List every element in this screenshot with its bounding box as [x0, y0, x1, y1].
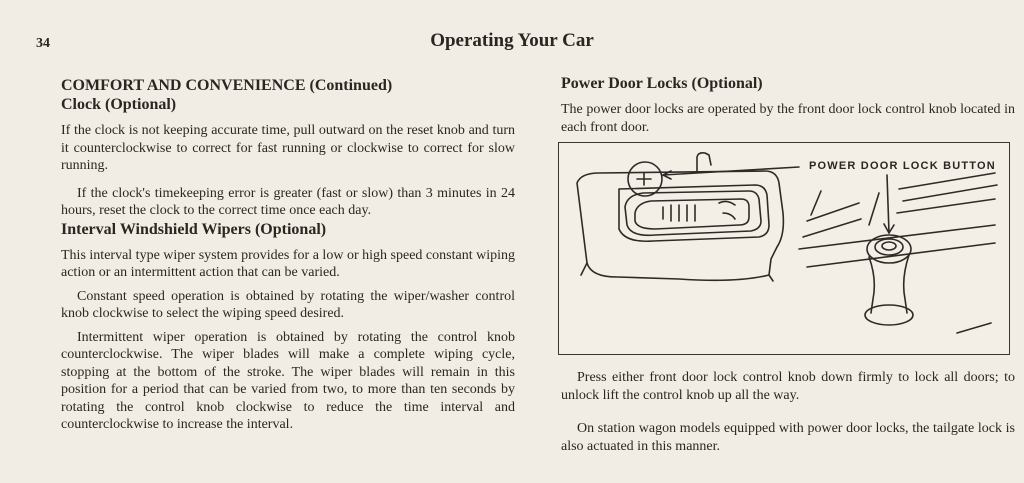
clock-paragraph-2: If the clock's timekeeping error is greater (fast or slow) than 3 minutes in 24 hours, reset the clock to the correct time once each day. — [61, 185, 515, 218]
wipers-paragraph-1: This interval type wiper system provides for a low or high speed constant wiping action or an intermittent action that can be varied. — [61, 247, 515, 280]
power-door-locks-intro: The power door locks are operated by the front door lock control knob located in each front door. — [561, 102, 1015, 135]
clock-heading: Clock (Optional) — [61, 96, 177, 113]
door-illustration-drawing — [559, 143, 1011, 356]
clock-paragraph-1: If the clock is not keeping accurate time, pull outward on the reset knob and turn it counterclockwise to correct for fast running or clockwise to correct for slow running. — [61, 123, 515, 173]
right-column — [561, 74, 1015, 136]
lock-paragraph-2: On station wagon models equipped with power door locks, the tailgate lock is also actuated in this manner. — [561, 421, 1015, 454]
left-column — [61, 76, 515, 434]
lock-paragraph-1: Press either front door lock control knob down firmly to lock all doors; to unlock lift the control knob up all the way. — [561, 370, 1015, 403]
power-door-locks-heading: Power Door Locks (Optional) — [561, 75, 763, 92]
figure-label: POWER DOOR LOCK BUTTON — [809, 160, 996, 172]
page-number: 34 — [36, 36, 50, 51]
door-lock-instructions — [561, 369, 1015, 455]
running-head: Operating Your Car — [430, 30, 594, 51]
wipers-paragraph-2: Constant speed operation is obtained by rotating the wiper/washer control knob clockwise to select the wiping speed desired. — [61, 288, 515, 321]
section-heading: COMFORT AND CONVENIENCE (Continued) — [61, 77, 393, 94]
door-lock-illustration — [558, 142, 1010, 355]
wipers-paragraph-3: Intermittent wiper operation is obtained by rotating the control knob counterclockwise. The wiper blades will make a complete wiping cycle, stopping at the bottom of the stroke. The wiper blades will remain in this position for a period that can be varied from two, to more than ten seconds by rotating the control knob clockwise to reduce the time interval and counterclockwise to increase the interval. — [61, 329, 515, 432]
wipers-heading: Interval Windshield Wipers (Optional) — [61, 220, 327, 238]
